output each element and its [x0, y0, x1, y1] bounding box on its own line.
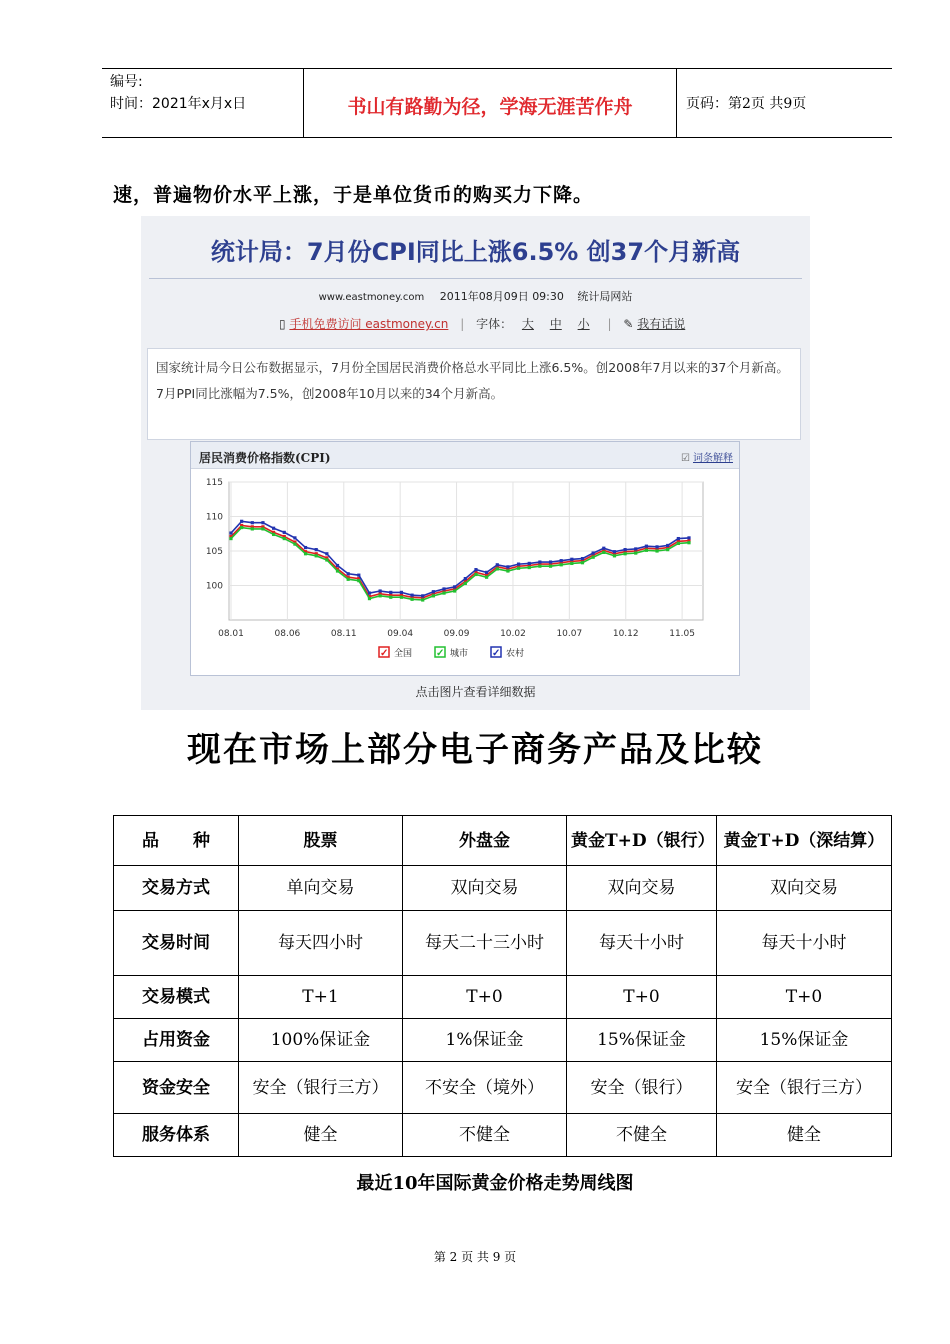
table-row: [114, 976, 892, 1019]
data-point: [261, 521, 264, 524]
page-footer: 第 2 页 共 9 页: [433, 1250, 517, 1264]
article-summary: 国家统计局今日公布数据显示，7月份全国居民消费价格总水平同比上涨6.5%。创2008年7月以来的37个月新高。7月PPI同比涨幅为7.5%，创2008年10月以来的34个月新高。: [147, 348, 801, 440]
data-point: [655, 545, 658, 548]
data-point: [272, 527, 275, 530]
data-point: [283, 537, 286, 540]
data-point: [240, 526, 243, 529]
data-point: [410, 598, 413, 601]
data-point: [304, 546, 307, 549]
data-point: [666, 544, 669, 547]
data-point: [464, 582, 467, 585]
data-point: [655, 549, 658, 552]
x-tick-label: 10.07: [556, 629, 583, 639]
table-cell: 不健全: [567, 1114, 717, 1157]
x-tick-label: 09.04: [387, 629, 414, 639]
data-point: [283, 531, 286, 534]
article-screenshot: [141, 216, 810, 710]
data-point: [347, 572, 350, 575]
data-point: [453, 589, 456, 592]
lead-paragraph: 速，普遍物价水平上涨，于是单位货币的购买力下降。: [113, 184, 594, 206]
font-size-medium[interactable]: 中: [549, 317, 562, 331]
x-tick-label: 08.01: [218, 629, 244, 639]
data-point: [357, 579, 360, 582]
font-size-small[interactable]: 小: [577, 317, 590, 331]
table-header-cell: 黄金T+D（深结算）: [717, 816, 892, 866]
legend-check-icon: ✓: [436, 648, 445, 659]
data-point: [623, 552, 626, 555]
table-row: [114, 1019, 892, 1062]
table-cell: 不安全（境外）: [403, 1062, 567, 1114]
data-point: [634, 551, 637, 554]
data-point: [677, 537, 680, 540]
table-cell: 单向交易: [239, 866, 403, 911]
x-tick-label: 10.12: [612, 629, 639, 639]
table-cell: T+1: [239, 976, 403, 1019]
data-point: [368, 597, 371, 600]
data-point: [538, 560, 541, 563]
source-name: 统计局网站: [577, 290, 633, 303]
data-point: [229, 537, 232, 540]
table-cell: 不健全: [403, 1114, 567, 1157]
legend-check-icon: ✓: [492, 648, 501, 659]
data-point: [474, 568, 477, 571]
table-cell: 安全（银行三方）: [239, 1062, 403, 1114]
row-header: 资金安全: [114, 1062, 239, 1114]
article-title: 统计局：7月份CPI同比上涨6.5% 创37个月新高: [210, 238, 741, 266]
data-point: [389, 596, 392, 599]
table-cell: T+0: [717, 976, 892, 1019]
chart-caption[interactable]: 点击图片查看详细数据: [415, 685, 536, 699]
data-point: [613, 554, 616, 557]
table-cell: 每天十小时: [717, 911, 892, 976]
data-point: [560, 559, 563, 562]
data-point: [485, 571, 488, 574]
data-point: [453, 585, 456, 588]
data-point: [496, 563, 499, 566]
table-cell: 1%保证金: [403, 1019, 567, 1062]
data-point: [570, 558, 573, 561]
data-point: [506, 569, 509, 572]
article-tools: [279, 315, 685, 332]
data-point: [549, 565, 552, 568]
row-header: 交易时间: [114, 911, 239, 976]
row-header: 交易方式: [114, 866, 239, 911]
data-point: [560, 563, 563, 566]
table-cell: 安全（银行三方）: [717, 1062, 892, 1114]
cpi-chart-svg: [191, 470, 739, 674]
table-cell: 健全: [239, 1114, 403, 1157]
data-point: [677, 542, 680, 545]
data-point: [581, 557, 584, 560]
number-label: 编号:: [110, 74, 143, 90]
legend-check-icon: ✓: [380, 648, 389, 659]
font-label: 字体：: [476, 317, 513, 331]
x-tick-label: 10.02: [500, 629, 526, 639]
table-header-row: [114, 816, 892, 866]
legend-label: 农村: [506, 649, 525, 659]
mobile-link[interactable]: 手机免费访问 eastmoney.cn: [289, 317, 449, 331]
data-point: [538, 565, 541, 568]
data-point: [240, 520, 243, 523]
data-point: [293, 543, 296, 546]
data-point: [325, 552, 328, 555]
data-point: [357, 574, 360, 577]
data-point: [400, 596, 403, 599]
data-point: [432, 594, 435, 597]
data-point: [613, 550, 616, 553]
row-header: 占用资金: [114, 1019, 239, 1062]
header-page-label: 页码：第2页 共9页: [686, 96, 807, 112]
cpi-chart[interactable]: [190, 441, 740, 676]
x-tick-label: 09.09: [443, 629, 470, 639]
data-point: [251, 521, 254, 524]
section-title: 现在市场上部分电子商务产品及比较: [187, 730, 763, 770]
data-point: [421, 598, 424, 601]
data-point: [272, 533, 275, 536]
data-point: [421, 594, 424, 597]
table-cell: 15%保证金: [717, 1019, 892, 1062]
data-point: [602, 551, 605, 554]
data-point: [379, 594, 382, 597]
comment-link[interactable]: 我有话说: [637, 317, 686, 331]
table-row: [114, 911, 892, 976]
data-point: [315, 548, 318, 551]
table-cell: 健全: [717, 1114, 892, 1157]
data-point: [325, 558, 328, 561]
date-label: 时间：2021年x月x日: [110, 96, 247, 112]
data-point: [347, 578, 350, 581]
data-point: [496, 567, 499, 570]
data-point: [581, 561, 584, 564]
data-point: [304, 552, 307, 555]
data-point: [368, 591, 371, 594]
divider: |: [460, 317, 465, 331]
data-point: [645, 549, 648, 552]
data-point: [379, 589, 382, 592]
chart-title: 居民消费价格指数(CPI): [199, 451, 331, 465]
data-point: [474, 573, 477, 576]
table-header-cell: 品 种: [114, 816, 239, 866]
y-tick-label: 115: [205, 478, 223, 488]
data-point: [687, 536, 690, 539]
data-point: [432, 590, 435, 593]
table-cell: 每天十小时: [567, 911, 717, 976]
comparison-table: [113, 815, 892, 1157]
title-divider: [149, 278, 802, 279]
legend-label: 全国: [394, 649, 413, 659]
y-tick-label: 110: [205, 512, 223, 523]
data-point: [528, 566, 531, 569]
divider: |: [607, 317, 612, 331]
table-cell: 双向交易: [403, 866, 567, 911]
data-point: [517, 567, 520, 570]
legend-label: 城市: [450, 649, 469, 659]
phone-icon: ▯: [279, 317, 286, 331]
row-header: 服务体系: [114, 1114, 239, 1157]
article-datetime: 2011年08月09日 09:30: [439, 290, 564, 303]
x-tick-label: 08.06: [274, 629, 301, 639]
y-tick-label: 105: [205, 547, 223, 557]
table-cell: 100%保证金: [239, 1019, 403, 1062]
data-point: [623, 548, 626, 551]
x-tick-label: 08.11: [330, 629, 357, 639]
data-point: [261, 527, 264, 530]
data-point: [506, 565, 509, 568]
table-cell: 双向交易: [717, 866, 892, 911]
header-motto: 书山有路勤为径，学海无涯苦作舟: [347, 96, 633, 118]
gold-chart-title: 最近10年国际黄金价格走势周线图: [356, 1173, 634, 1194]
data-point: [410, 594, 413, 597]
x-tick-label: 11.05: [669, 629, 696, 639]
data-point: [336, 564, 339, 567]
table-cell: 15%保证金: [567, 1019, 717, 1062]
y-tick-label: 100: [205, 581, 223, 592]
data-point: [464, 577, 467, 580]
data-point: [442, 587, 445, 590]
table-cell: 双向交易: [567, 866, 717, 911]
table-row: [114, 1062, 892, 1114]
data-point: [251, 527, 254, 530]
data-point: [293, 536, 296, 539]
data-point: [517, 563, 520, 566]
table-header-cell: 黄金T+D（银行）: [567, 816, 717, 866]
data-point: [592, 556, 595, 559]
header-meta: [110, 71, 246, 115]
data-point: [687, 541, 690, 544]
data-point: [315, 554, 318, 557]
row-header: 交易模式: [114, 976, 239, 1019]
data-point: [666, 548, 669, 551]
data-point: [602, 547, 605, 550]
data-point: [442, 591, 445, 594]
data-point: [336, 569, 339, 572]
data-point: [389, 591, 392, 594]
data-point: [528, 562, 531, 565]
explain-link[interactable]: ☑ 词条解释: [681, 449, 733, 464]
source-url[interactable]: www.eastmoney.com: [318, 292, 425, 303]
font-size-large[interactable]: 大: [521, 317, 534, 331]
data-point: [549, 560, 552, 563]
data-point: [592, 551, 595, 554]
data-point: [229, 531, 232, 534]
data-point: [400, 591, 403, 594]
data-point: [570, 562, 573, 565]
page-header: [102, 68, 892, 138]
table-cell: T+0: [403, 976, 567, 1019]
data-point: [645, 545, 648, 548]
data-point: [485, 576, 488, 579]
table-row: [114, 1114, 892, 1157]
table-cell: T+0: [567, 976, 717, 1019]
comment-icon: ✎: [623, 317, 634, 331]
table-header-cell: 外盘金: [403, 816, 567, 866]
data-point: [634, 547, 637, 550]
article-meta: [141, 288, 810, 304]
table-cell: 安全（银行）: [567, 1062, 717, 1114]
table-row: [114, 866, 892, 911]
table-header-cell: 股票: [239, 816, 403, 866]
table-cell: 每天二十三小时: [403, 911, 567, 976]
table-cell: 每天四小时: [239, 911, 403, 976]
header-divider: [676, 69, 677, 137]
